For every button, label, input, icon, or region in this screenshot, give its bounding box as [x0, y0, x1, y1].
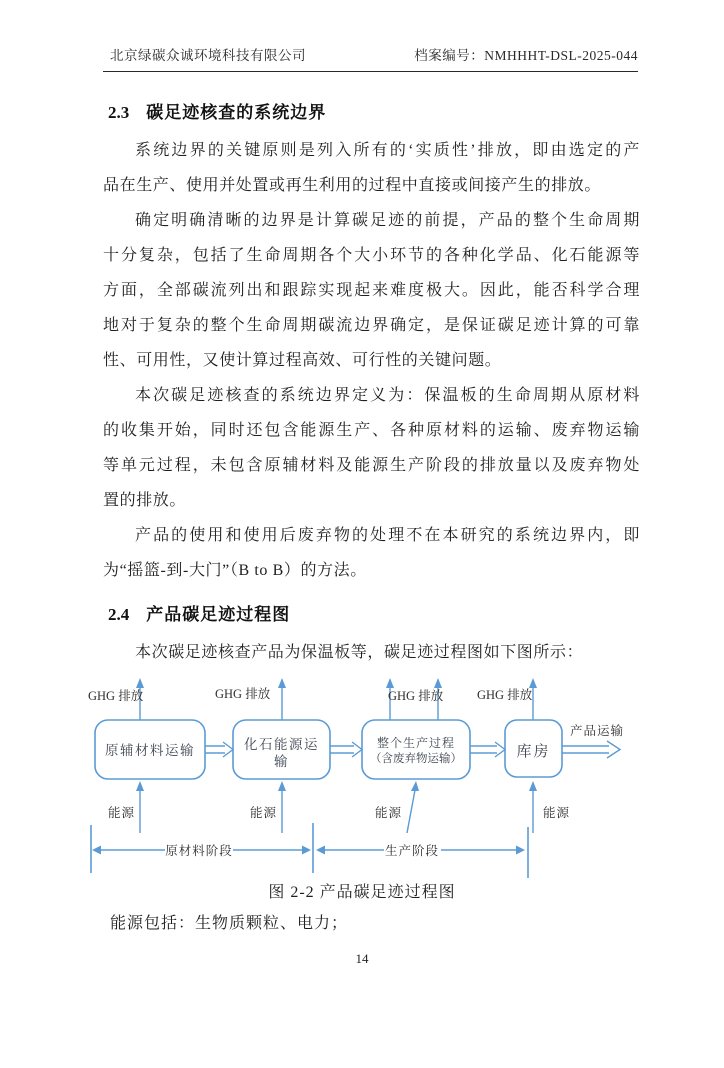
paragraph-line: 产品的使用和使用后废弃物的处理不在本研究的系统边界内，即 [135, 527, 640, 544]
section-number: 2.4 [108, 605, 130, 624]
box-label-fossil-energy-transport-line2: 输 [274, 754, 289, 769]
energy-label: 能源 [543, 806, 571, 820]
right-arrow-icon [470, 742, 505, 757]
stage-label-production: 生产阶段 [384, 844, 440, 858]
energy-label: 能源 [374, 806, 402, 820]
box-label-production-process-line2: （含废弃物运输） [370, 753, 462, 765]
left-arrow-icon [92, 846, 101, 855]
right-arrow-icon [330, 742, 362, 757]
up-arrow-icon [278, 678, 286, 720]
paragraph-line: 方面，全部碳流列出和跟踪实现起来难度极大。因此，能否科学合理 [103, 282, 640, 299]
up-arrow-icon [136, 781, 144, 833]
right-arrow-icon [516, 846, 525, 855]
up-arrow-icon [407, 781, 419, 833]
carbon-footprint-process-diagram [85, 665, 685, 879]
paragraph-line: 品在生产、使用并处置或再生利用的过程中直接或间接产生的排放。 [103, 177, 602, 194]
company-name: 北京绿碳众诚环境科技有限公司 [110, 48, 306, 63]
paragraph [103, 635, 640, 670]
up-arrow-icon [529, 781, 537, 833]
paragraph-line: 为“摇篮-到-大门”（B to B）的方法。 [103, 562, 367, 579]
energy-arrows [136, 781, 537, 833]
paragraph-line: 置的排放。 [103, 492, 187, 509]
box-label-production-process-line1: 整个生产过程 [376, 736, 456, 750]
box-label-warehouse: 库房 [516, 744, 551, 760]
paragraph-line: 地对于复杂的整个生命周期碳流边界确定，是保证碳足迹计算的可靠 [103, 317, 640, 334]
ghg-emission-label: GHG 排放 [477, 688, 533, 702]
section-title: 产品碳足迹过程图 [146, 605, 291, 624]
paragraph [103, 378, 640, 518]
energy-note: 能源包括：生物质颗粒、电力； [110, 915, 349, 932]
paragraph-line: 本次碳足迹核查产品为保温板等，碳足迹过程图如下图所示： [135, 644, 584, 661]
paragraph-line: 等单元过程，未包含原辅材料及能源生产阶段的排放量以及废弃物处 [103, 457, 640, 474]
section-heading-2-3 [108, 98, 638, 123]
paragraph [103, 203, 640, 378]
section-heading-2-4 [108, 600, 638, 625]
product-transport-label: 产品运输 [570, 724, 625, 738]
right-arrow-icon [562, 741, 620, 758]
paragraph-line: 本次碳足迹核查的系统边界定义为：保温板的生命周期从原材料 [135, 387, 640, 404]
ghg-emission-label: GHG 排放 [215, 687, 271, 701]
paragraph-line: 十分复杂，包括了生命周期各个大小环节的各种化学品、化石能源等 [103, 247, 640, 264]
paragraph-line: 系统边界的关键原则是列入所有的‘实质性’排放，即由选定的产 [135, 142, 640, 159]
file-number: 档案编号：NMHHHT-DSL-2025-044 [414, 48, 638, 63]
paragraph-line: 性、可用性，又使计算过程高效、可行性的关键问题。 [103, 352, 502, 369]
paragraph [103, 518, 640, 588]
paragraph-line: 确定明确清晰的边界是计算碳足迹的前提，产品的整个生命周期 [135, 212, 640, 229]
paragraph-line: 的收集开始，同时还包含能源生产、各种原材料的运输、废弃物运输 [103, 422, 640, 439]
page-header [103, 44, 638, 72]
ghg-emission-label: GHG 排放 [88, 689, 144, 703]
paragraph [103, 133, 640, 203]
box-label-fossil-energy-transport-line1: 化石能源运 [244, 737, 319, 752]
ghg-emission-label: GHG 排放 [388, 689, 444, 703]
right-arrow-icon [302, 846, 311, 855]
left-arrow-icon [316, 846, 325, 855]
page-number: 14 [355, 951, 369, 966]
energy-label: 能源 [107, 806, 135, 820]
stage-label-raw-material: 原材料阶段 [165, 844, 233, 858]
section-number: 2.3 [108, 103, 130, 122]
right-arrow-icon [205, 742, 233, 757]
box-label-raw-material-transport: 原辅材料运输 [105, 743, 195, 758]
energy-label: 能源 [249, 806, 277, 820]
stage-brackets [91, 823, 528, 878]
section-title: 碳足迹核查的系统边界 [146, 103, 327, 122]
up-arrow-icon [278, 781, 286, 833]
figure-caption: 图 2-2 产品碳足迹过程图 [268, 884, 456, 901]
document-page [0, 44, 724, 1068]
